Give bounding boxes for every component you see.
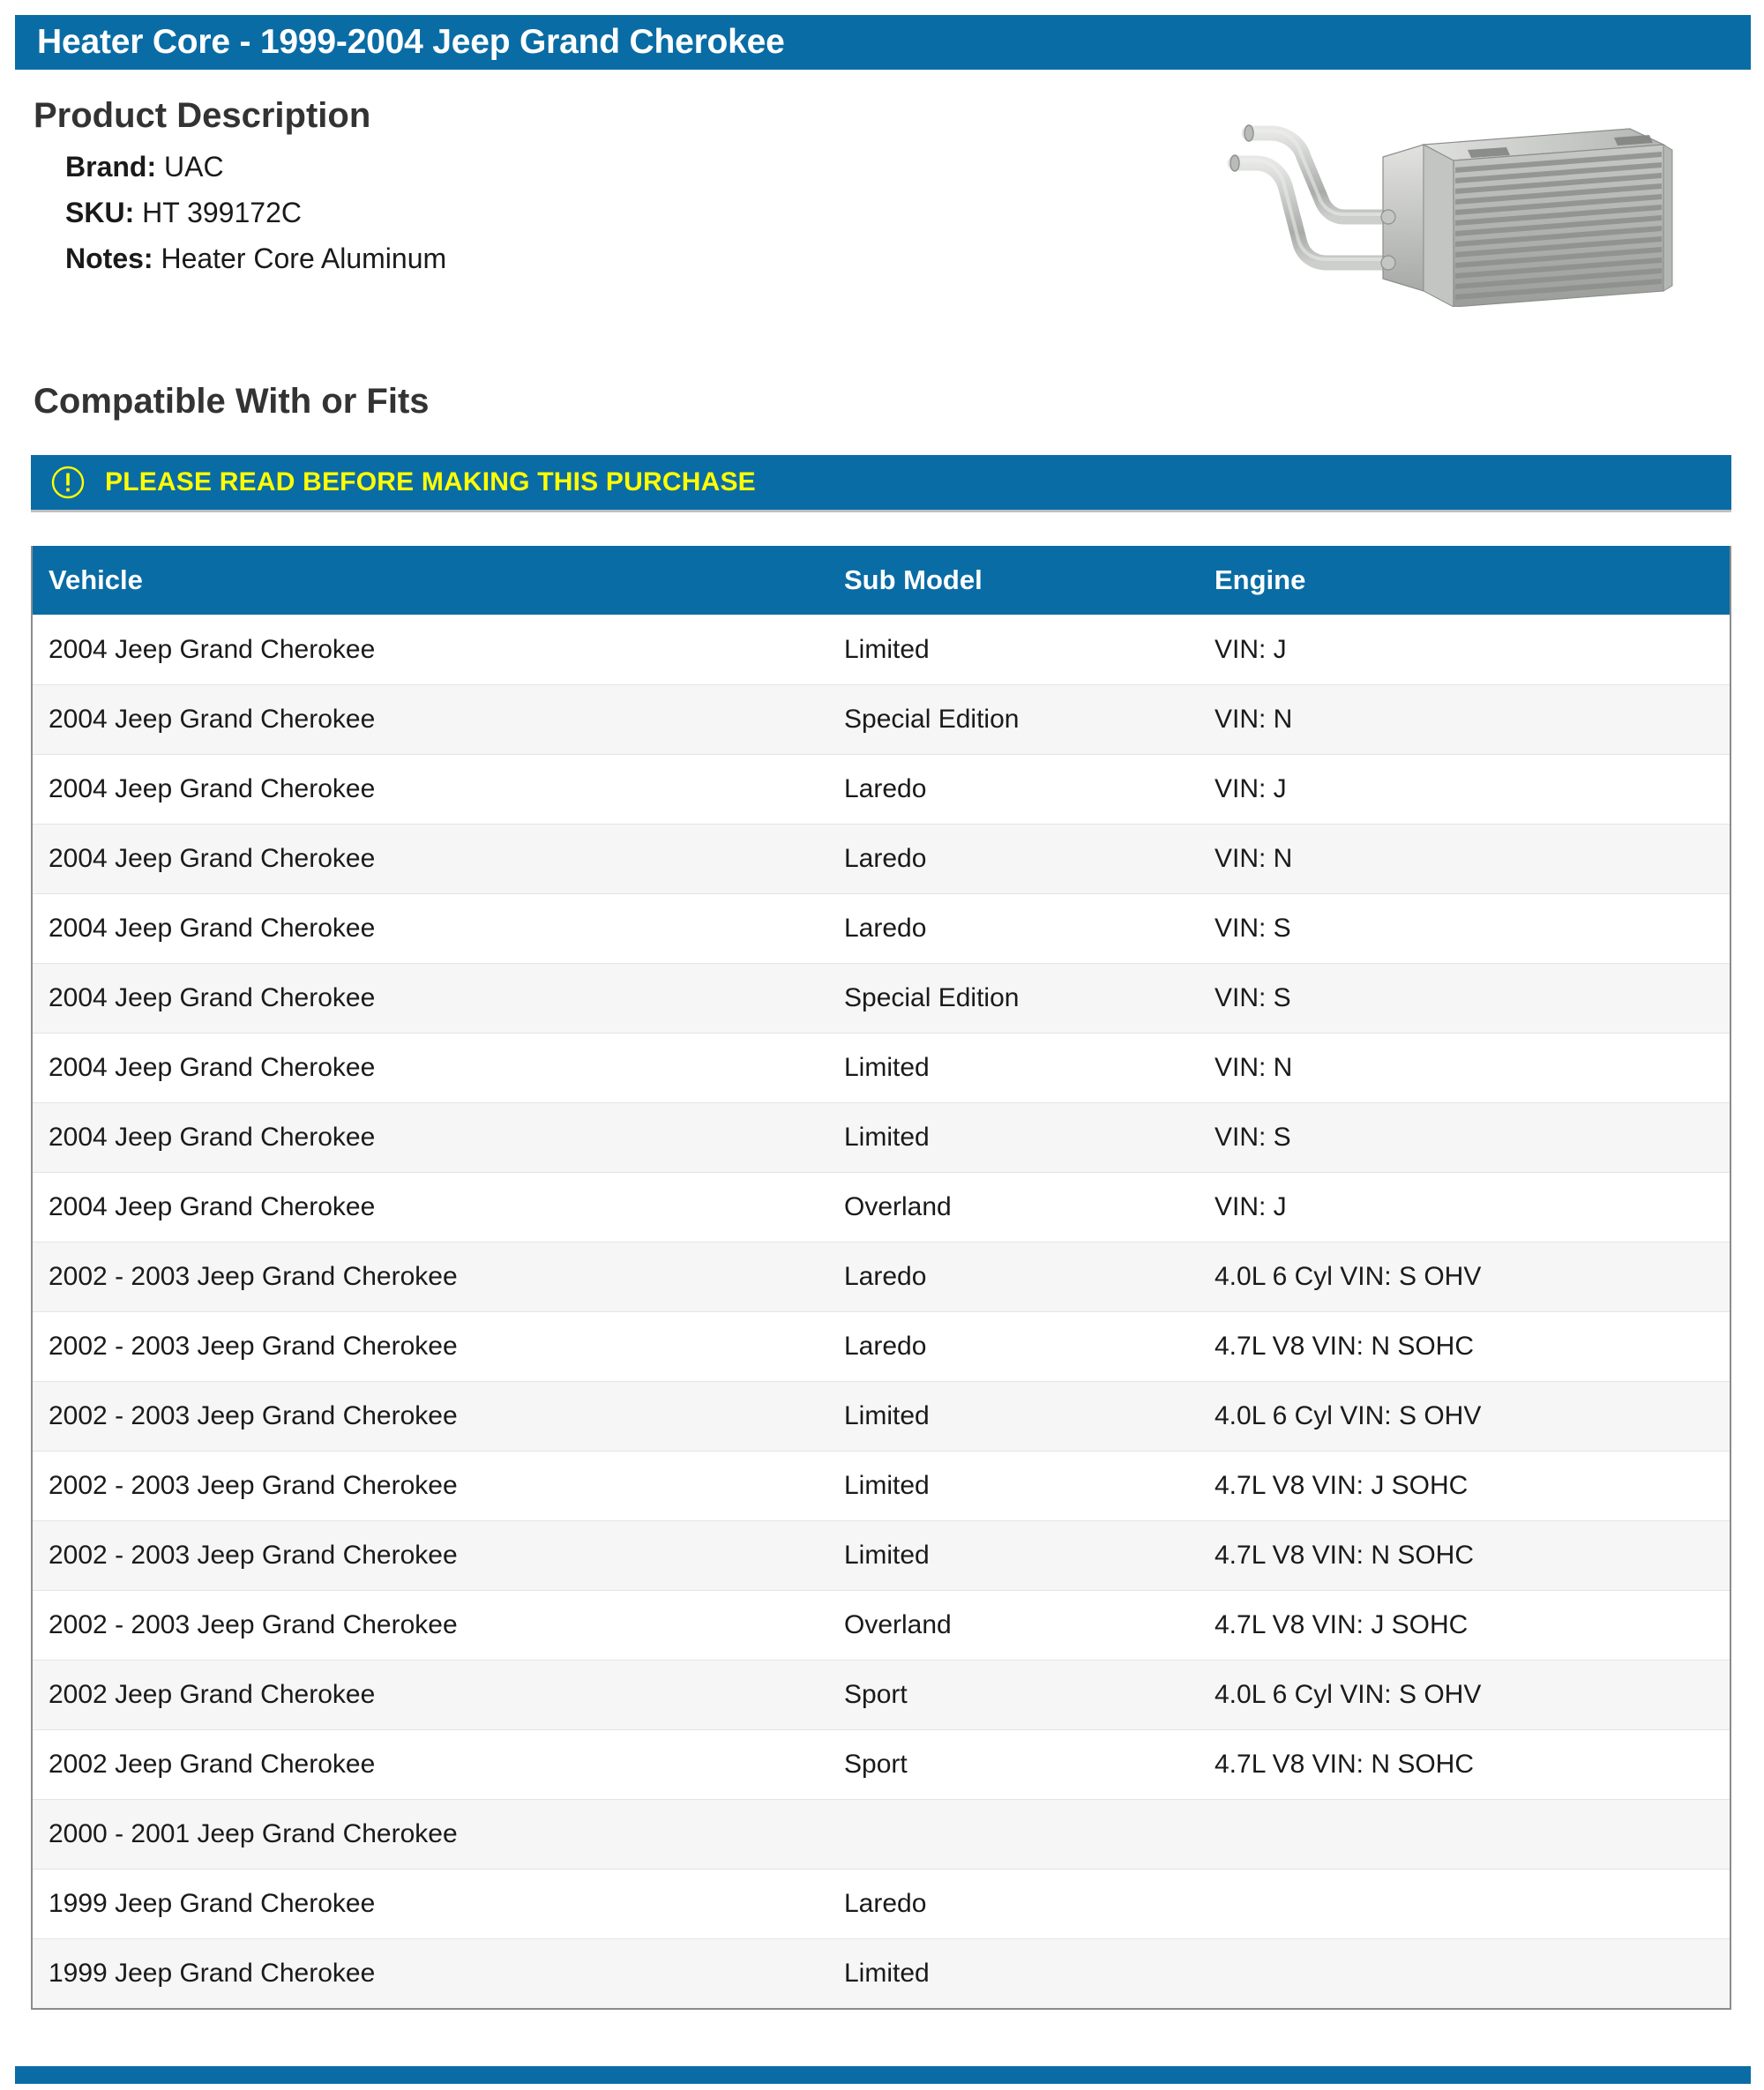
cell-sub-model: Laredo: [844, 1262, 927, 1291]
cell-engine: VIN: J: [1215, 634, 1287, 664]
bottom-accent-bar: [15, 2066, 1751, 2084]
cell-engine: 4.7L V8 VIN: J SOHC: [1215, 1471, 1469, 1500]
table-row: [33, 1520, 1730, 1590]
cell-vehicle: 2004 Jeep Grand Cherokee: [49, 844, 376, 873]
cell-sub-model: Limited: [844, 634, 930, 664]
cell-sub-model: Special Edition: [844, 705, 1020, 734]
table-row: [33, 1381, 1730, 1451]
cell-vehicle: 2004 Jeep Grand Cherokee: [49, 983, 376, 1012]
cell-vehicle: 2002 - 2003 Jeep Grand Cherokee: [49, 1541, 458, 1570]
table-row: [33, 1590, 1730, 1660]
product-description-block: [34, 95, 1180, 281]
cell-sub-model: Limited: [844, 1123, 930, 1152]
cell-sub-model: Laredo: [844, 914, 927, 943]
cell-sub-model: Sport: [844, 1680, 908, 1709]
table-row: [33, 1660, 1730, 1729]
fitment-table-header-row: [33, 546, 1730, 615]
cell-vehicle: 2004 Jeep Grand Cherokee: [49, 1053, 376, 1082]
cell-vehicle: 2004 Jeep Grand Cherokee: [49, 1192, 376, 1221]
cell-vehicle: 2004 Jeep Grand Cherokee: [49, 774, 376, 803]
product-field-notes: [65, 236, 1180, 282]
cell-sub-model: Laredo: [844, 844, 927, 873]
purchase-warning-text: PLEASE READ BEFORE MAKING THIS PURCHASE: [105, 467, 756, 496]
product-field-sku-value: HT 399172C: [142, 196, 302, 228]
table-row: [33, 1242, 1730, 1311]
cell-engine: 4.7L V8 VIN: N SOHC: [1215, 1750, 1474, 1779]
product-field-sku-label: SKU:: [65, 196, 135, 228]
cell-engine: VIN: S: [1215, 1123, 1291, 1152]
product-field-brand: [65, 145, 1180, 190]
cell-sub-model: Special Edition: [844, 983, 1020, 1012]
product-field-brand-value: UAC: [164, 151, 224, 183]
cell-sub-model: Sport: [844, 1750, 908, 1779]
product-field-notes-value: Heater Core Aluminum: [161, 242, 447, 274]
cell-vehicle: 2004 Jeep Grand Cherokee: [49, 914, 376, 943]
fitment-table-body: [33, 615, 1730, 2008]
cell-vehicle: 2002 - 2003 Jeep Grand Cherokee: [49, 1262, 458, 1291]
product-field-notes-label: Notes:: [65, 242, 153, 274]
cell-sub-model: Laredo: [844, 774, 927, 803]
cell-sub-model: Limited: [844, 1401, 930, 1430]
cell-sub-model: Laredo: [844, 1332, 927, 1361]
purchase-warning-banner: [31, 455, 1731, 510]
cell-vehicle: 1999 Jeep Grand Cherokee: [49, 1889, 376, 1918]
table-row: [33, 1172, 1730, 1242]
table-row: [33, 1938, 1730, 2008]
product-field-sku: [65, 190, 1180, 236]
cell-sub-model: Limited: [844, 1541, 930, 1570]
fitment-table: [31, 546, 1731, 2010]
cell-engine: 4.7L V8 VIN: N SOHC: [1215, 1541, 1474, 1570]
cell-vehicle: 1999 Jeep Grand Cherokee: [49, 1959, 376, 1988]
cell-engine: 4.0L 6 Cyl VIN: S OHV: [1215, 1262, 1482, 1291]
table-row: [33, 754, 1730, 824]
product-field-brand-label: Brand:: [65, 151, 157, 183]
cell-engine: VIN: S: [1215, 983, 1291, 1012]
table-row: [33, 684, 1730, 754]
cell-vehicle: 2002 - 2003 Jeep Grand Cherokee: [49, 1471, 458, 1500]
cell-engine: VIN: J: [1215, 774, 1287, 803]
cell-vehicle: 2004 Jeep Grand Cherokee: [49, 634, 376, 664]
cell-engine: 4.0L 6 Cyl VIN: S OHV: [1215, 1680, 1482, 1709]
table-row: [33, 615, 1730, 684]
cell-engine: 4.0L 6 Cyl VIN: S OHV: [1215, 1401, 1482, 1430]
compatibility-heading: Compatible With or Fits: [34, 382, 430, 421]
table-row: [33, 1799, 1730, 1869]
table-row: [33, 893, 1730, 963]
table-row: [33, 1102, 1730, 1172]
cell-engine: VIN: N: [1215, 1053, 1293, 1082]
exclamation-circle-icon: [50, 465, 86, 500]
page-title-bar: [15, 15, 1751, 70]
product-description-heading: Product Description: [34, 96, 371, 135]
cell-vehicle: 2002 Jeep Grand Cherokee: [49, 1750, 376, 1779]
cell-engine: 4.7L V8 VIN: N SOHC: [1215, 1332, 1474, 1361]
cell-vehicle: 2002 - 2003 Jeep Grand Cherokee: [49, 1332, 458, 1361]
cell-vehicle: 2000 - 2001 Jeep Grand Cherokee: [49, 1819, 458, 1848]
cell-engine: VIN: N: [1215, 705, 1293, 734]
cell-sub-model: Limited: [844, 1471, 930, 1500]
cell-vehicle: 2002 - 2003 Jeep Grand Cherokee: [49, 1401, 458, 1430]
cell-sub-model: Laredo: [844, 1889, 927, 1918]
table-row: [33, 1451, 1730, 1520]
cell-vehicle: 2002 Jeep Grand Cherokee: [49, 1680, 376, 1709]
column-header-vehicle: Vehicle: [49, 564, 143, 595]
cell-vehicle: 2004 Jeep Grand Cherokee: [49, 1123, 376, 1152]
cell-vehicle: 2002 - 2003 Jeep Grand Cherokee: [49, 1610, 458, 1639]
table-row: [33, 1033, 1730, 1102]
product-image: [1215, 104, 1674, 307]
cell-sub-model: Limited: [844, 1959, 930, 1988]
table-row: [33, 1869, 1730, 1938]
table-row: [33, 963, 1730, 1033]
cell-engine: VIN: J: [1215, 1192, 1287, 1221]
column-header-engine: Engine: [1215, 564, 1306, 595]
cell-engine: VIN: S: [1215, 914, 1291, 943]
cell-engine: VIN: N: [1215, 844, 1293, 873]
cell-vehicle: 2004 Jeep Grand Cherokee: [49, 705, 376, 734]
table-row: [33, 1729, 1730, 1799]
cell-engine: 4.7L V8 VIN: J SOHC: [1215, 1610, 1469, 1639]
table-row: [33, 1311, 1730, 1381]
cell-sub-model: Limited: [844, 1053, 930, 1082]
page-title: Heater Core - 1999-2004 Jeep Grand Cherokee: [37, 23, 785, 61]
column-header-sub-model: Sub Model: [844, 564, 983, 595]
product-description-list: [34, 145, 1180, 281]
cell-sub-model: Overland: [844, 1192, 952, 1221]
table-row: [33, 824, 1730, 893]
cell-sub-model: Overland: [844, 1610, 952, 1639]
